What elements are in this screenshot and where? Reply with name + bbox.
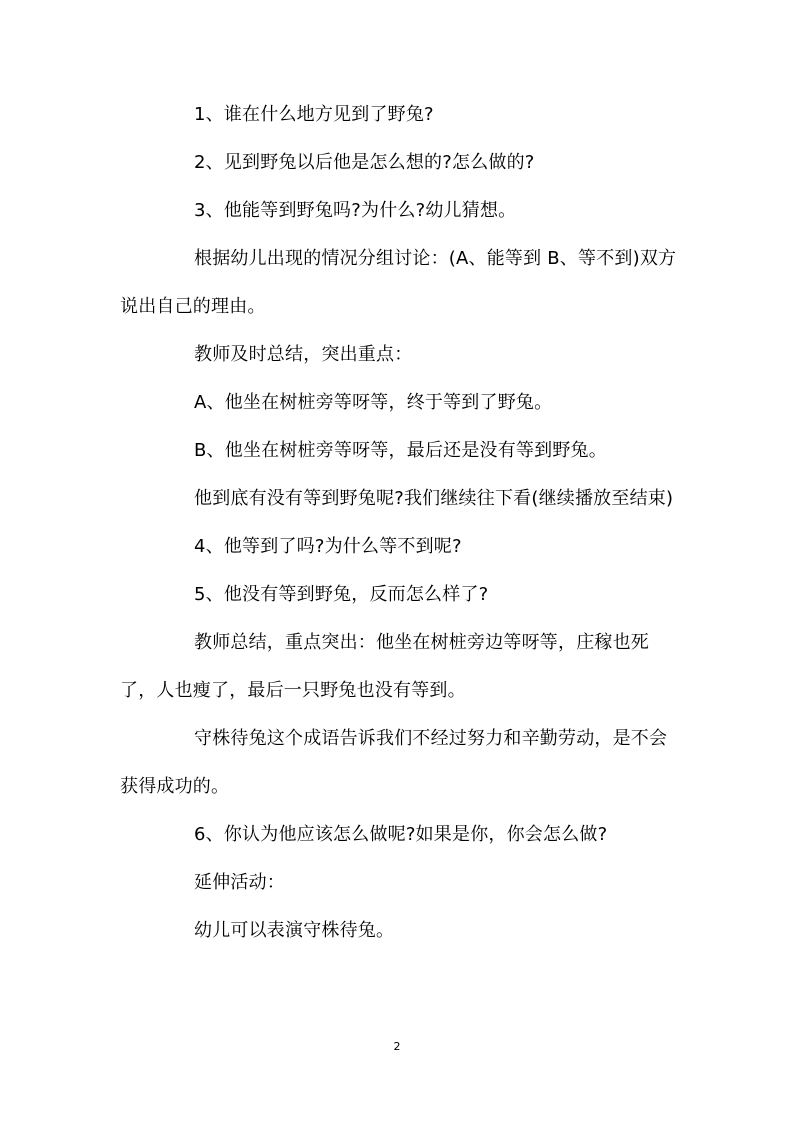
option-a: A、他坐在树桩旁等呀等，终于等到了野兔。: [194, 392, 553, 413]
question-2: 2、见到野兔以后他是怎么想的?怎么做的?: [194, 152, 535, 173]
document-body: [120, 91, 680, 955]
question-4: 4、他等到了吗?为什么等不到呢?: [194, 536, 462, 557]
teacher-summary-paragraph: 教师总结，重点突出：他坐在树桩旁边等呀等，庄稼也死了，人也瘦了，最后一只野兔也没有等到。: [120, 632, 649, 701]
page-number: 2: [393, 1040, 401, 1053]
teacher-summary-heading: 教师及时总结，突出重点：: [194, 344, 413, 365]
idiom-meaning-paragraph: 守株待兔这个成语告诉我们不经过努力和辛勤劳动，是不会获得成功的。: [120, 728, 668, 797]
question-3: 3、他能等到野兔吗?为什么?幼儿猜想。: [194, 200, 517, 221]
extension-activity-heading: 延伸活动：: [194, 872, 285, 893]
question-1: 1、谁在什么地方见到了野兔?: [194, 104, 434, 125]
question-6: 6、你认为他应该怎么做呢?如果是你，你会怎么做?: [194, 824, 608, 845]
extension-activity-text: 幼儿可以表演守株待兔。: [194, 920, 395, 941]
question-5: 5、他没有等到野兔，反而怎么样了?: [194, 584, 489, 605]
group-discussion-paragraph: 根据幼儿出现的情况分组讨论：(A、能等到 B、等不到)双方说出自己的理由。: [120, 248, 677, 317]
continue-watching-paragraph: 他到底有没有等到野兔呢?我们继续往下看(继续播放至结束): [194, 488, 674, 509]
option-b: B、他坐在树桩旁等呀等，最后还是没有等到野兔。: [194, 440, 607, 461]
